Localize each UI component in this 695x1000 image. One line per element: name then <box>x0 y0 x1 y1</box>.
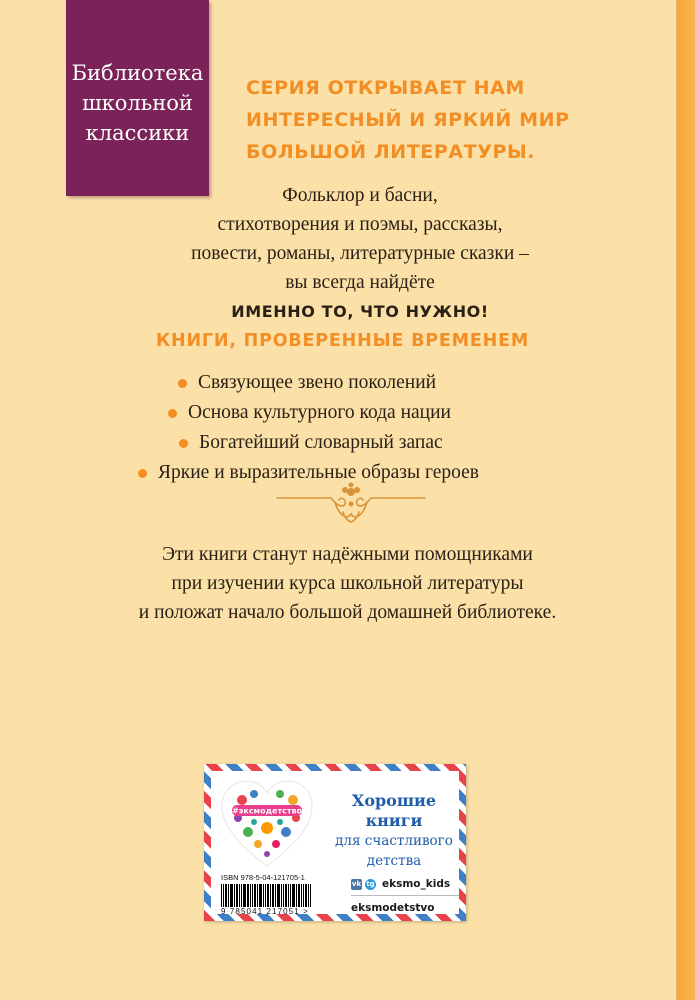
series-name-line: Библиотека <box>71 61 204 85</box>
genres-line: повести, романы, литературные сказки – <box>191 243 529 264</box>
benefit-text: Связующее звено поколений <box>198 372 437 393</box>
hashtag-label: #эксмодетство <box>231 806 303 816</box>
bullet-dot-icon <box>179 439 188 448</box>
series-badge <box>66 0 209 196</box>
social-handle[interactable]: eksmo_kids <box>382 878 451 890</box>
social-row <box>351 899 459 917</box>
series-name-line: школьной <box>82 91 193 115</box>
list-item <box>179 428 570 458</box>
headline-line: БОЛЬШОЙ ЛИТЕРАТУРЫ. <box>246 141 536 163</box>
telegram-icon[interactable]: tg <box>366 879 375 888</box>
isbn-barcode <box>221 873 347 915</box>
bullet-dot-icon <box>168 409 177 418</box>
benefit-text: Основа культурного кода нации <box>188 402 451 423</box>
closing-line: при изучении курса школьной литературы <box>171 573 524 594</box>
bullet-dot-icon <box>138 469 147 478</box>
tagline-line: Хорошие <box>351 791 437 810</box>
flourish-ornament-icon <box>273 482 429 524</box>
tagline-line: книги <box>365 811 423 830</box>
closing-paragraph <box>90 540 605 627</box>
benefits-list <box>130 368 570 488</box>
spine-strip <box>677 0 695 1000</box>
heart-emblem-icon <box>218 778 316 870</box>
divider <box>351 895 459 896</box>
closing-line: Эти книги станут надёжными помощниками <box>162 544 533 565</box>
social-links <box>351 875 459 917</box>
vk-icon[interactable]: vk <box>351 879 362 888</box>
benefit-text: Яркие и выразительные образы героев <box>158 462 479 483</box>
series-headline <box>246 72 646 168</box>
benefits-title: КНИГИ, ПРОВЕРЕННЫЕ ВРЕМЕНЕМ <box>155 331 530 351</box>
barcode-digits: 9 785041 217051 > <box>221 907 309 916</box>
closing-line: и положат начало большой домашней библиотеке. <box>138 602 557 623</box>
series-name-line: классики <box>85 121 190 145</box>
isbn-number: ISBN 978-5-04-121705-1 <box>221 873 305 882</box>
list-item <box>168 398 570 428</box>
genres-paragraph <box>150 181 570 326</box>
series-name <box>66 58 209 148</box>
headline-line: СЕРИЯ ОТКРЫВАЕТ НАМ <box>246 77 525 99</box>
tagline-line: для счастливого <box>335 833 453 849</box>
list-item <box>178 368 570 398</box>
benefit-text: Богатейший словарный запас <box>199 432 443 453</box>
bullet-dot-icon <box>178 379 187 388</box>
headline-line: ИНТЕРЕСНЫЙ И ЯРКИЙ МИР <box>246 109 570 131</box>
barcode-bars <box>221 884 347 907</box>
social-row <box>351 875 459 893</box>
publisher-card <box>204 764 466 921</box>
genres-line: вы всегда найдёте <box>285 272 435 293</box>
genres-emphasis: ИМЕННО ТО, ЧТО НУЖНО! <box>231 302 489 321</box>
card-tagline <box>329 791 459 871</box>
tagline-line: детства <box>366 853 422 869</box>
social-handle[interactable]: eksmodetstvo <box>351 902 435 914</box>
genres-line: стихотворения и поэмы, рассказы, <box>217 214 503 235</box>
genres-line: Фольклор и басни, <box>282 185 438 206</box>
